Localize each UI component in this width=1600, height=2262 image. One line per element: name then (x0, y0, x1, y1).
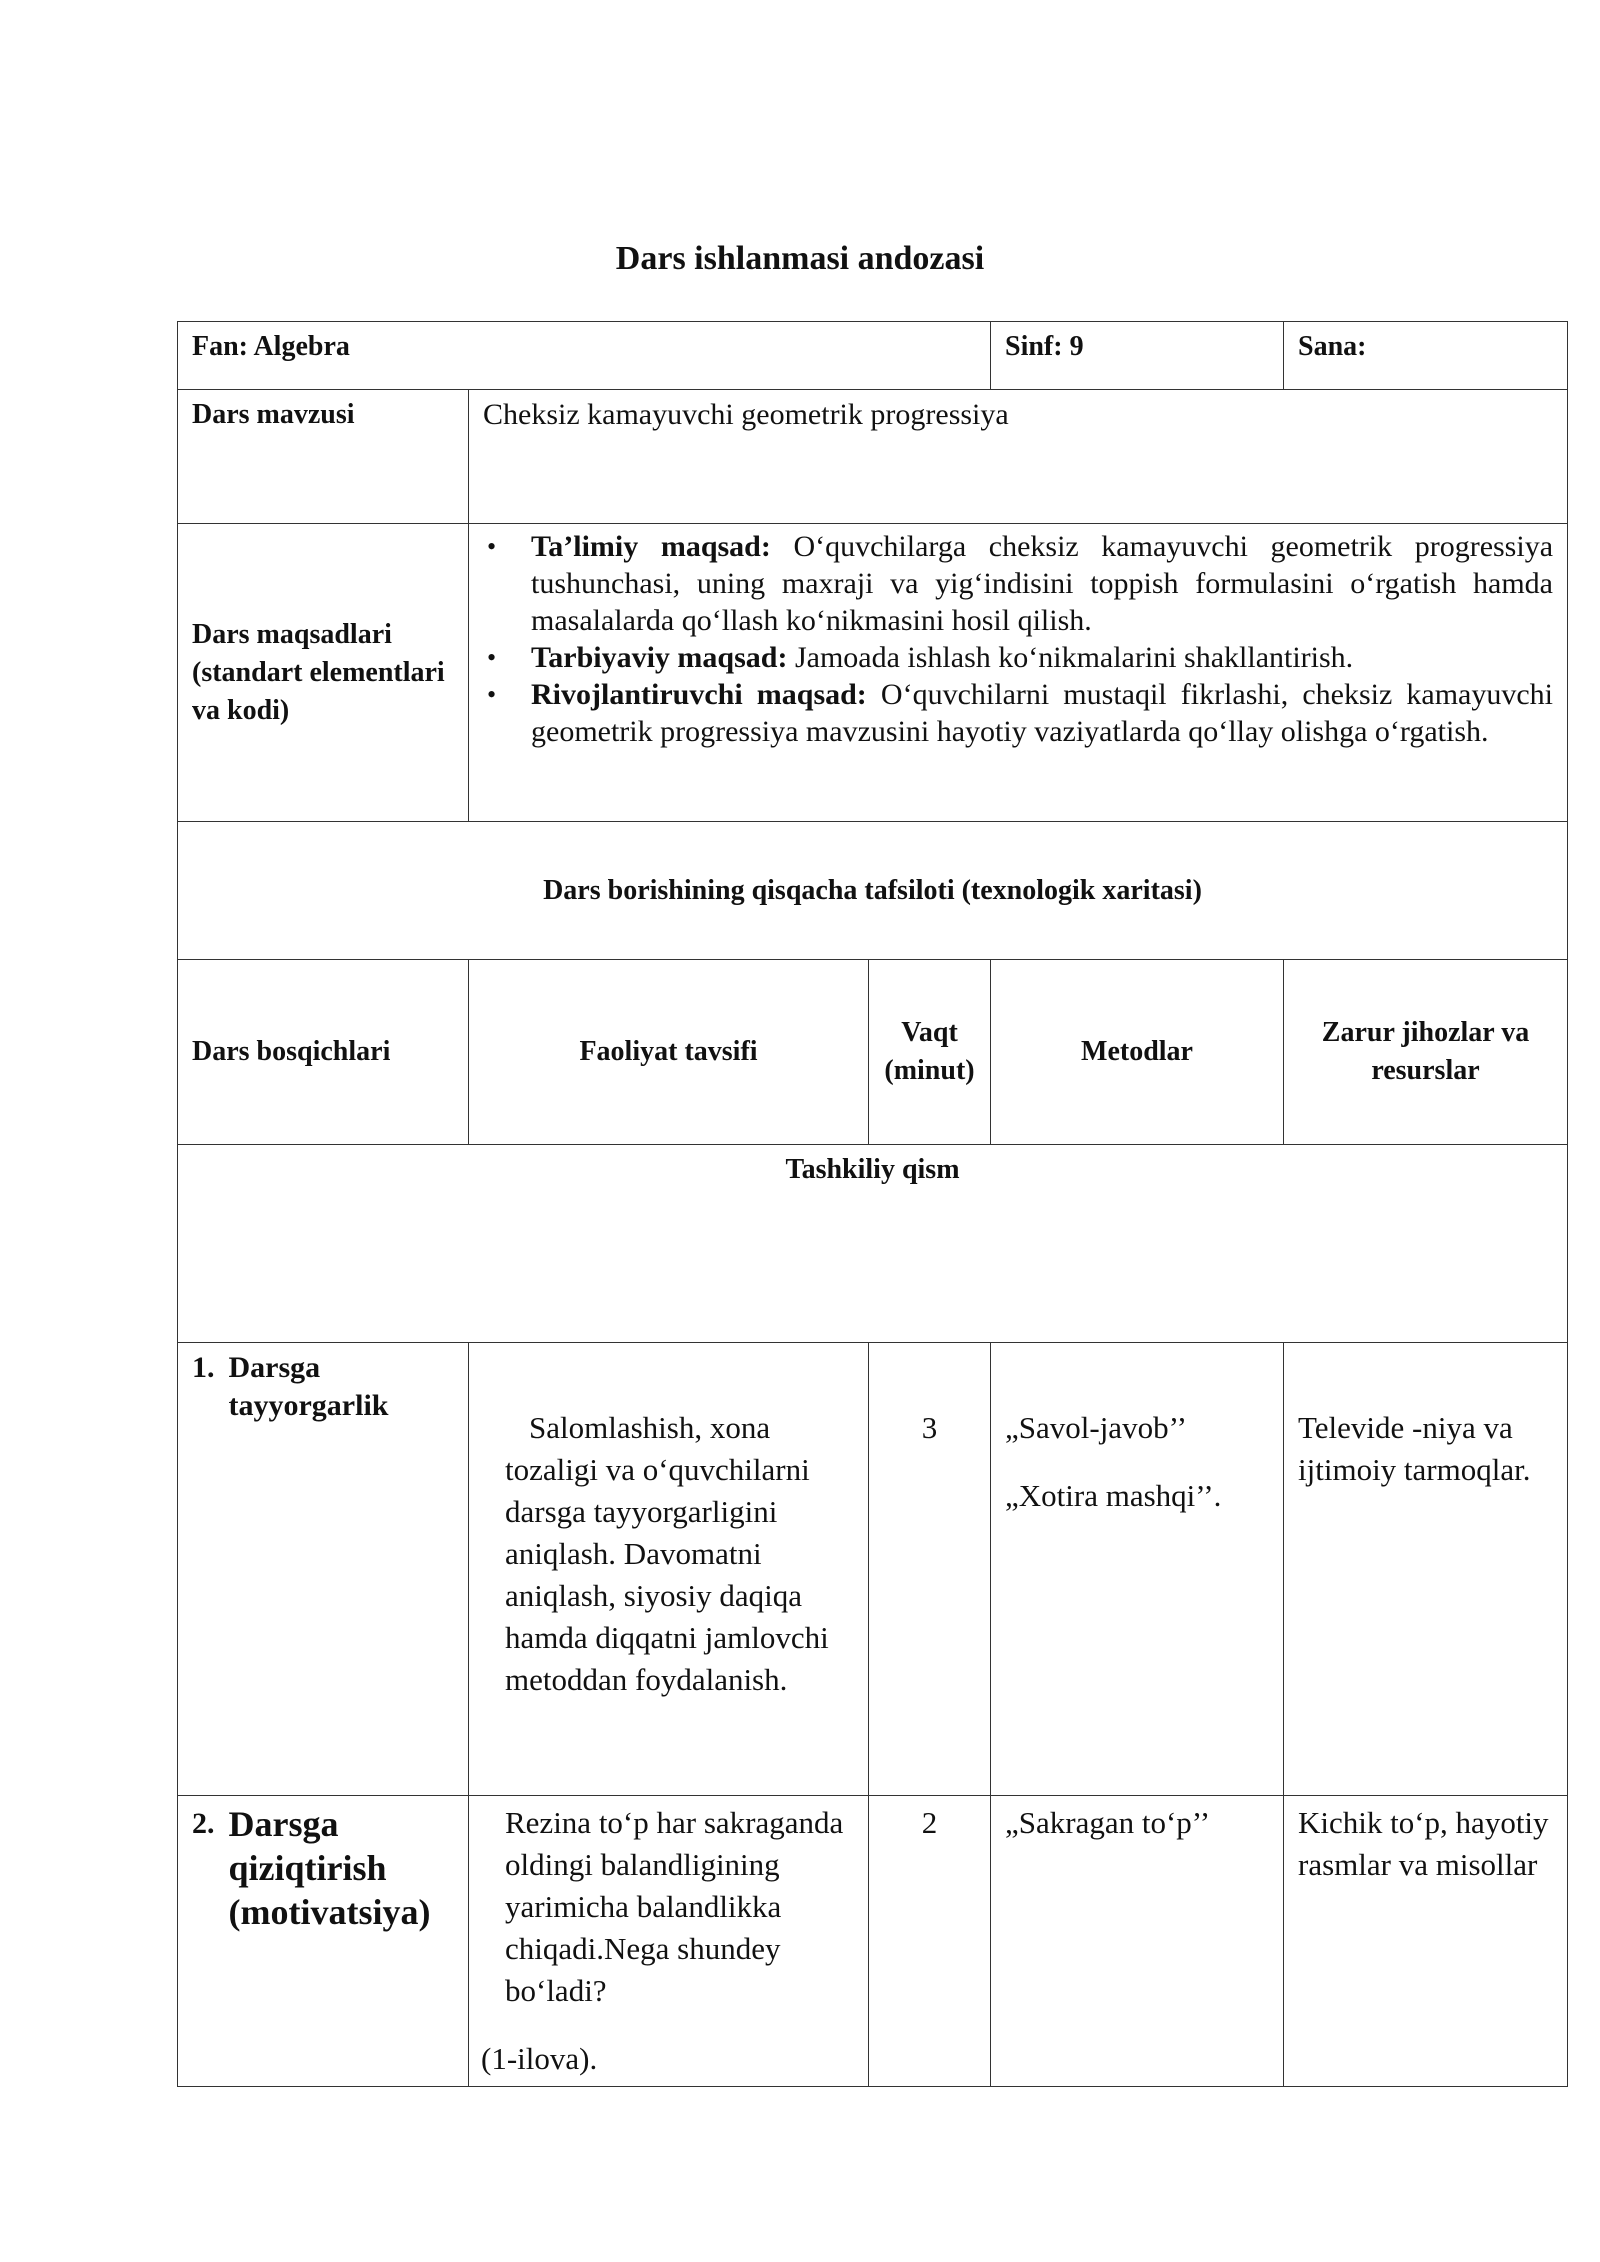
date-cell: Sana: (1284, 322, 1568, 390)
goal-text: O‘quvchilarni mustaqil fikrlashi, cheksiz kamayuvchi geometrik progressiya mavzusini hayotiy vaziyatlarda qo‘llay olishga o‘rgatish. (531, 678, 1553, 748)
goal-upbringing (487, 639, 1553, 676)
activity-text: Rezina to‘p har sakraganda oldingi balandligining yarimicha balandlikka chiqadi.Nega shundey bo‘ladi? (505, 1805, 844, 2008)
col-header-methods: Metodlar (991, 960, 1284, 1145)
subject-cell: Fan: Algebra (178, 322, 991, 390)
lesson-plan-document (177, 321, 1567, 2087)
table-row-time: 2 (869, 1796, 991, 2087)
technology-map-title: Dars borishining qisqacha tafsiloti (texnologik xaritasi) (178, 822, 1568, 960)
table-row-activity (469, 1343, 869, 1796)
bullet-icon: • (487, 532, 497, 561)
section-heading: Tashkiliy qism (178, 1145, 1568, 1343)
col-header-activity: Faoliyat tavsifi (469, 960, 869, 1145)
activity-text: Salomlashish, xona tozaligi va o‘quvchilarni darsga tayyorgarligini aniqlash. Davomatni aniqlash, siyosiy daqiqa hamda diqqatni jamlovchi metoddan foydalanish. (505, 1410, 829, 1697)
table-row-methods (991, 1343, 1284, 1796)
table-row-stage (178, 1343, 469, 1796)
method-item: „Xotira mashqi’’. (1005, 1478, 1222, 1513)
goal-title: Ta’limiy maqsad: (531, 530, 771, 563)
bullet-icon: • (487, 680, 497, 709)
stage-number: 2. (192, 1807, 215, 1840)
topic-value: Cheksiz kamayuvchi geometrik progressiya (469, 390, 1568, 524)
stage-title: Darsga qiziqtirish (motivatsiya) (228, 1804, 431, 1932)
method-item: „Savol-javob’’ (1005, 1410, 1187, 1445)
topic-label: Dars mavzusi (178, 390, 469, 524)
table-row-resources: Televide -niya va ijtimoiy tarmoqlar. (1284, 1343, 1568, 1796)
goals-label: Dars maqsadlari (standart elementlari va kodi) (178, 524, 469, 822)
goal-text: O‘quvchilarga cheksiz kamayuvchi geometrik progressiya tushunchasi, uning maxraji va yig‘indisini toppish formulasini o‘rgatish hamda masalalarda qo‘llash ko‘nikmasini hosil qilish. (531, 530, 1554, 637)
goals-cell (469, 524, 1568, 822)
table-row-time: 3 (869, 1343, 991, 1796)
goal-title: Rivojlantiruvchi maqsad: (531, 678, 867, 711)
table-row-resources: Kichik to‘p, hayotiy rasmlar va misollar (1284, 1796, 1568, 2087)
col-header-resources: Zarur jihozlar va resurslar (1284, 960, 1568, 1145)
goal-educational (487, 528, 1554, 639)
goal-developmental (487, 676, 1553, 750)
col-header-time: Vaqt (minut) (869, 960, 991, 1145)
stage-number: 1. (192, 1351, 215, 1384)
table-row-stage (178, 1796, 469, 2087)
goals-list (483, 528, 1553, 750)
goal-text: Jamoada ishlash ko‘nikmalarini shakllantirish. (794, 641, 1354, 674)
table-row-activity (469, 1796, 869, 2087)
col-header-stages: Dars bosqichlari (178, 960, 469, 1145)
page-title: Dars ishlanmasi andozasi (615, 240, 985, 277)
grade-cell: Sinf: 9 (991, 322, 1284, 390)
table-row-methods (991, 1796, 1284, 2087)
goal-title: Tarbiyaviy maqsad: (531, 641, 788, 674)
stage-title: Darsga tayyorgarlik (228, 1351, 389, 1422)
lesson-plan-table (177, 321, 1568, 2087)
method-item: „Sakragan to‘p’’ (1005, 1805, 1211, 1840)
activity-note: (1-ilova). (481, 2041, 598, 2076)
bullet-icon: • (487, 643, 497, 672)
